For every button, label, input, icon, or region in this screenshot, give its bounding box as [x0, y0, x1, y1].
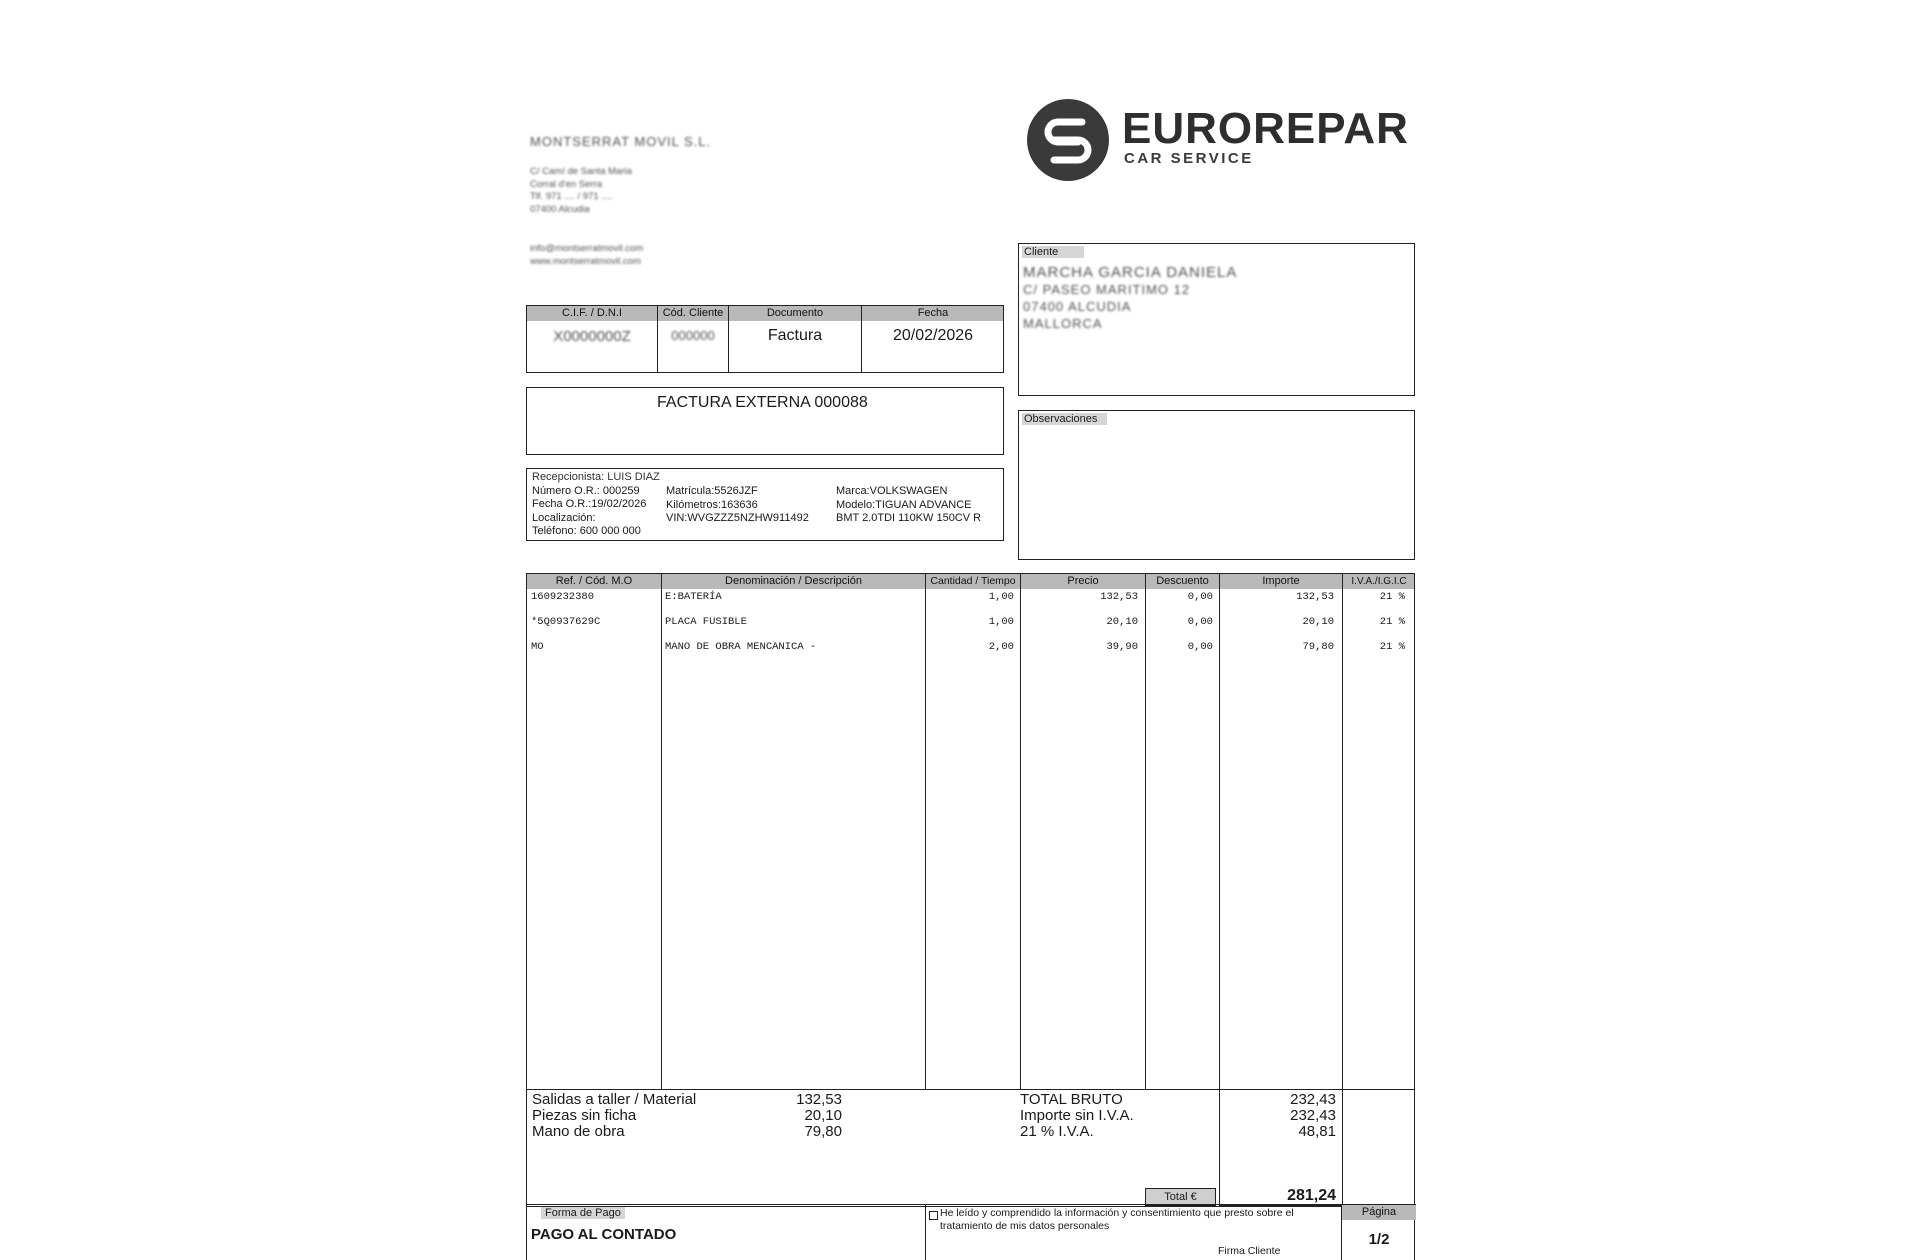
order-phone: Teléfono: 600 000 000: [532, 525, 641, 537]
brand-tagline: CAR SERVICE: [1124, 150, 1254, 167]
cell-quantity: 1,00: [988, 616, 1014, 628]
cell-amount: 132,53: [1296, 591, 1334, 603]
summary-label: Piezas sin ficha: [532, 1107, 637, 1124]
summary-label: Salidas a taller / Material: [532, 1091, 697, 1108]
company-name: MONTSERRAT MOVIL S.L.: [530, 134, 712, 149]
cell-amount: 20,10: [1302, 616, 1334, 628]
order-location: Localización:: [532, 511, 596, 524]
vehicle-model: Modelo:TIGUAN ADVANCE: [836, 498, 972, 511]
kilometers: Kilómetros:163636: [666, 498, 758, 511]
vehicle-model-info: [836, 485, 981, 526]
summary-label: Mano de obra: [532, 1123, 625, 1140]
summary-right-values: [1220, 1092, 1336, 1140]
label-date: Fecha: [917, 307, 949, 319]
invoice-title-box: [526, 387, 1004, 455]
cell-discount: 0,00: [1187, 641, 1213, 653]
client-box: [1018, 243, 1415, 396]
table-row: [527, 641, 1414, 659]
value-client-code: 000000: [671, 328, 715, 343]
cell-ref: MO: [531, 641, 544, 653]
cell-ref: 1609232380: [531, 591, 595, 603]
observations-label: Observaciones: [1022, 413, 1107, 425]
col-price: Precio: [1067, 575, 1099, 587]
consent-text: He leído y comprendido la información y consentimiento que presto sobre el tratamiento de mis datos personales: [940, 1207, 1294, 1232]
cell-discount: 0,00: [1187, 591, 1213, 603]
client-line: MARCHA GARCIA DANIELA: [1023, 264, 1238, 281]
vehicle-info-box: [526, 468, 1004, 541]
label-document: Documento: [766, 307, 824, 319]
col-description: Denominación / Descripción: [725, 575, 862, 587]
label-client-code: Cód. Cliente: [662, 307, 724, 319]
client-line: MALLORCA: [1023, 316, 1103, 331]
receptionist: Recepcionista: LUIS DIAZ: [532, 471, 660, 483]
summary-row: [532, 1124, 842, 1140]
client-label: Cliente: [1022, 246, 1084, 258]
consent-checkbox[interactable]: [929, 1211, 938, 1220]
address-line: Tlf. 971 .... / 971 ....: [530, 191, 612, 202]
client-address: [1023, 264, 1237, 332]
consent-box: [925, 1204, 1342, 1260]
page-label: Página: [1342, 1205, 1416, 1220]
eurorepar-logo-icon: [1026, 98, 1110, 182]
col-ref: Ref. / Cód. M.O: [555, 575, 633, 587]
cell-ref: *5Q0937629C: [531, 616, 601, 628]
cell-vat: 21 %: [1379, 641, 1405, 653]
cell-description: MANO DE OBRA MENCANICA -: [665, 641, 817, 653]
summary-left: [532, 1092, 842, 1140]
payment-label: Forma de Pago: [541, 1207, 625, 1219]
plate: Matrícula:5526JZF: [666, 485, 758, 497]
total-label: Total €: [1145, 1188, 1216, 1206]
cell-quantity: 1,00: [988, 591, 1014, 603]
cell-price: 39,90: [1106, 641, 1138, 653]
cell-description: PLACA FUSIBLE: [665, 616, 747, 628]
page-number: 1/2: [1368, 1231, 1390, 1248]
items-table: [526, 573, 1415, 1207]
cell-vat: 21 %: [1379, 591, 1405, 603]
cell-price: 20,10: [1106, 616, 1138, 628]
summary-row: [532, 1092, 842, 1108]
vehicle-plate-info: [666, 485, 809, 526]
table-row: [527, 591, 1414, 609]
summary-value: 79,80: [804, 1123, 842, 1140]
summary-value: 132,53: [796, 1091, 842, 1108]
client-line: 07400 ALCUDIA: [1023, 299, 1132, 314]
order-date: Fecha O.R.:19/02/2026: [532, 498, 647, 510]
vehicle-engine: BMT 2.0TDI 110KW 150CV R: [836, 512, 982, 524]
document-header-table: [526, 305, 1004, 373]
address-line: C/ Camí de Santa Maria: [530, 166, 632, 177]
company-address: [530, 166, 632, 216]
summary-value: 20,10: [804, 1107, 842, 1124]
company-contact: [530, 242, 643, 268]
value-document: Factura: [767, 327, 823, 344]
page-box: [1341, 1204, 1415, 1260]
contact-email: info@montserratmovil.com: [530, 243, 644, 254]
net-amount-value: 232,43: [1290, 1107, 1336, 1124]
value-cif: X0000000Z: [553, 328, 631, 345]
brand-logo: [1026, 98, 1416, 170]
address-line: 07400 Alcudia: [530, 203, 590, 215]
signature-label: Firma Cliente: [1218, 1245, 1281, 1257]
col-vat: I.V.A./I.G.I.C: [1351, 576, 1407, 587]
brand-name: EUROREPAR: [1122, 104, 1409, 153]
col-discount: Descuento: [1156, 575, 1209, 587]
invoice-title: FACTURA EXTERNA 000088: [657, 394, 868, 411]
vehicle-brand: Marca:VOLKSWAGEN: [836, 485, 948, 497]
total-value: 281,24: [1287, 1187, 1336, 1204]
cell-amount: 79,80: [1302, 641, 1334, 653]
label-cif: C.I.F. / D.N.I: [562, 307, 622, 319]
order-info: [532, 471, 660, 539]
cell-price: 132,53: [1100, 591, 1138, 603]
address-line: Corral d'en Serra: [530, 178, 603, 190]
cell-vat: 21 %: [1379, 616, 1405, 628]
total-gross-value: 232,43: [1290, 1091, 1336, 1108]
vin: VIN:WVGZZZ5NZHW911492: [666, 512, 809, 524]
table-row: [527, 616, 1414, 634]
col-quantity: Cantidad / Tiempo: [930, 575, 1016, 587]
summary-row: [532, 1108, 842, 1124]
cell-discount: 0,00: [1187, 616, 1213, 628]
client-line: C/ PASEO MARITIMO 12: [1023, 282, 1191, 297]
vat-value: 48,81: [1298, 1123, 1336, 1140]
value-date: 20/02/2026: [892, 327, 974, 344]
net-amount-label: Importe sin I.V.A.: [1020, 1107, 1134, 1124]
payment-value: PAGO AL CONTADO: [531, 1226, 677, 1243]
payment-box: [526, 1204, 926, 1260]
total-gross-label: TOTAL BRUTO: [1020, 1091, 1123, 1108]
observations-box: [1018, 410, 1415, 560]
summary-right-labels: [1020, 1092, 1134, 1140]
cell-quantity: 2,00: [988, 641, 1014, 653]
cell-description: E:BATERÍA: [665, 591, 722, 603]
contact-web: www.montserratmovil.com: [530, 256, 641, 267]
col-amount: Importe: [1262, 575, 1300, 587]
vat-label: 21 % I.V.A.: [1020, 1123, 1094, 1140]
order-number: Número O.R.: 000259: [532, 484, 640, 497]
